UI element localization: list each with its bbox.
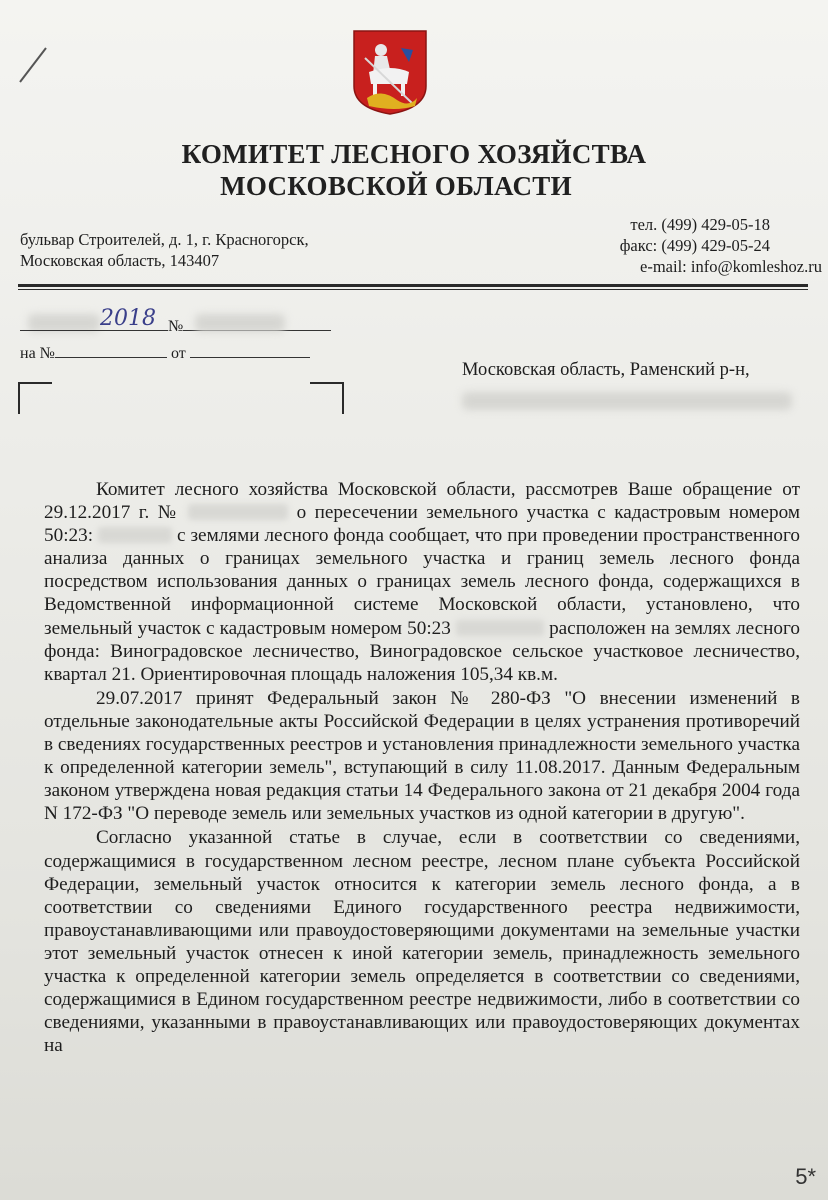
corner-bracket-right bbox=[310, 382, 344, 414]
phone-line: тел. (499) 429-05-18 bbox=[630, 215, 770, 234]
pen-stroke-mark bbox=[18, 44, 48, 84]
from-word: от bbox=[170, 345, 186, 362]
paragraph-2: 29.07.2017 принят Федеральный закон № 280-ФЗ "О внесении изменений в отдельные законодательные акты Российской Федерации в целях устранения противоречий в сведениях государственных реестров и установления принадлежности земельного участка к определенной категории земель", вступающий в силу 11.08.2017. Данным Федеральным законом утверждена новая редакция статьи 14 Федерального закона от 21 декабря 2004 года N 172-ФЗ "О переводе земель или земельных участков из одной категории в другую". bbox=[44, 687, 800, 825]
org-title-line-1: КОМИТЕТ ЛЕСНОГО ХОЗЯЙСТВА bbox=[181, 139, 647, 169]
redacted-recipient-name bbox=[462, 392, 792, 410]
moscow-region-coat-of-arms-icon bbox=[351, 28, 429, 116]
redacted-request-number bbox=[188, 504, 288, 520]
redacted-number bbox=[195, 314, 285, 332]
header-rule-thick bbox=[18, 284, 808, 287]
contact-block bbox=[619, 214, 822, 277]
fax-line: факс: (499) 429-05-24 bbox=[619, 236, 770, 255]
recipient-address: Московская область, Раменский р-н, bbox=[462, 360, 750, 380]
org-title-line-2: МОСКОВСКОЙ ОБЛАСТИ bbox=[220, 171, 572, 201]
postal-address bbox=[20, 229, 309, 271]
reply-prefix: на № bbox=[20, 345, 55, 362]
organization-title bbox=[0, 138, 828, 202]
handwritten-year: 2018 bbox=[100, 306, 156, 331]
number-sign: № bbox=[168, 318, 184, 335]
p1-part-c: с землями лесного фонда сообщает, что при проведении пространственного анализа данных о границах земельного участка и границ земель лесного фонда посредством использования данных о границах земель лесного фонда, содержащихся в Ведомственной информационной системе Московской области, установлено, что земельный участок с кадастровым номером 50:23 bbox=[44, 525, 800, 639]
p1-part-a: Комитет лесного хозяйства Московской области, рассмотрев Ваше обращение от 29.12.2017 г. № bbox=[44, 479, 800, 524]
corner-bracket-left bbox=[18, 382, 52, 414]
address-line-2: Московская область, 143407 bbox=[20, 251, 220, 270]
p1-part-d: расположен на землях лесного фонда: Виноградовское лесничество, Виноградовское сельское участковое лесничество, квартал 21. Ориентировочная площадь наложения 105,34 кв.м. bbox=[44, 617, 800, 685]
address-line-1: бульвар Строителей, д. 1, г. Красногорск, bbox=[20, 230, 309, 249]
letter-body bbox=[44, 478, 800, 1057]
p1-part-b: о пересечении земельного участка с кадастровым номером 50:23: bbox=[44, 502, 801, 547]
paragraph-1 bbox=[44, 478, 800, 686]
paragraph-3: Согласно указанной статье в случае, если в соответствии со сведениями, содержащимися в государственном лесном реестре, лесном плане субъекта Российской Федерации, земельный участок относится к категории земель лесного фонда, а в соответствии со сведениями Единого государственного реестра недвижимости, правоустанавливающими или правоудостоверяющими документами на земельные участки этот земельный участок отнесен к иной категории земель, принадлежность земельного участка к определенной категории земель определяется в соответствии со сведениями, содержащимися в Едином государственном реестре недвижимости, либо в соответствии со сведениями, указанными в правоустанавливающих или правоудостоверяющих документах на bbox=[44, 827, 800, 1057]
page-mark: 5* bbox=[795, 1164, 816, 1189]
redacted-cadastral-number-2 bbox=[456, 620, 544, 636]
email-line: e-mail: info@komleshoz.ru bbox=[640, 257, 822, 276]
redacted-cadastral-number-1 bbox=[98, 527, 172, 543]
header-rule-thin bbox=[18, 289, 808, 290]
reply-reg-line bbox=[20, 342, 310, 363]
